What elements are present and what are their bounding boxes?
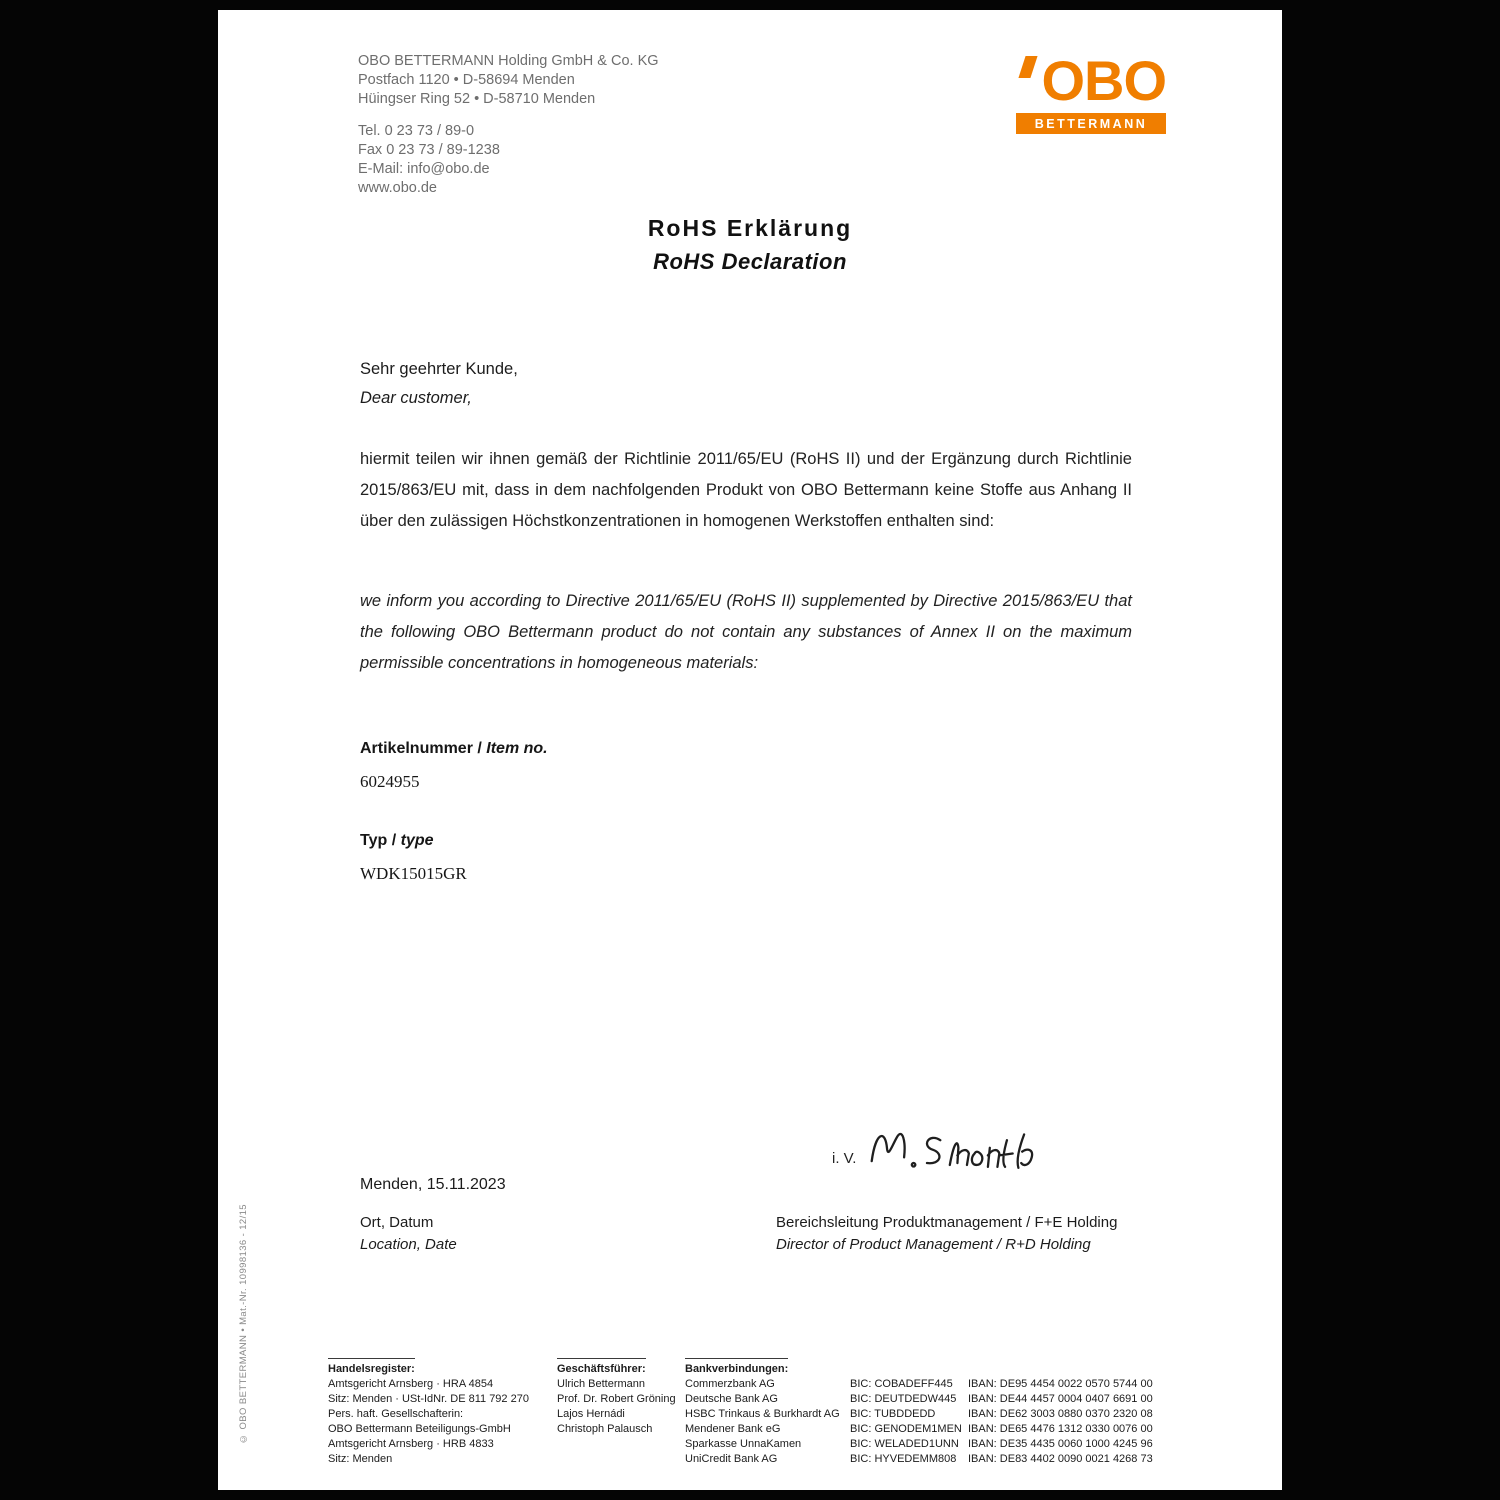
type-value: WDK15015GR [360,864,467,883]
spacer [850,1358,962,1377]
footer-register-header: Handelsregister: [328,1358,415,1377]
obo-logo [1016,49,1166,134]
footer-management-column [557,1358,676,1437]
footer-bic: BIC: GENODEM1MEN [850,1423,962,1435]
salutation-english: Dear customer, [360,389,472,407]
footer-bank-name: Deutsche Bank AG [685,1393,778,1405]
footer-iban: IBAN: DE95 4454 0022 0570 5744 00 [968,1378,1153,1390]
obo-wordmark: OBO [1041,49,1166,112]
bettermann-bar: BETTERMANN [1016,113,1166,134]
type-label-en: type [400,832,434,849]
footer-bic: BIC: WELADED1UNN [850,1438,959,1450]
footer-management-line: Christoph Palausch [557,1423,653,1435]
footer-iban-column [968,1358,1153,1467]
footer-register-column [328,1358,529,1467]
salutation-german: Sehr geehrter Kunde, [360,360,518,378]
footer-management-header: Geschäftsführer: [557,1358,646,1377]
footer-register-line: Sitz: Menden · USt-IdNr. DE 811 792 270 [328,1393,529,1405]
footer-management-line: Prof. Dr. Robert Gröning [557,1393,676,1405]
sender-fax: Fax 0 23 73 / 89-1238 [358,142,500,158]
side-note-vertical: © OBO BETTERMANN • Mat.-Nr. 10998136 - 12/15 [238,1204,249,1444]
salutation [360,355,518,413]
footer-management-line: Lajos Hernádi [557,1408,625,1420]
footer-bank-name: UniCredit Bank AG [685,1453,778,1465]
sender-email: E-Mail: info@obo.de [358,161,490,177]
footer-iban: IBAN: DE83 4402 0090 0021 4268 73 [968,1453,1153,1465]
item-number-label-en: Item no. [486,740,548,757]
obo-flag-icon [1018,56,1038,78]
place-date-label-en: Location, Date [360,1236,457,1253]
sender-street: Hüingser Ring 52 • D-58710 Menden [358,91,596,107]
sender-tel: Tel. 0 23 73 / 89-0 [358,123,475,139]
signature [866,1112,1066,1181]
footer-register-line: Amtsgericht Arnsberg · HRB 4833 [328,1438,494,1450]
sender-website: www.obo.de [358,180,437,196]
footer-register-line: Pers. haft. Gesellschafterin: [328,1408,464,1420]
footer-iban: IBAN: DE35 4435 0060 1000 4245 96 [968,1438,1153,1450]
place-date-labels [360,1212,457,1256]
footer-iban: IBAN: DE44 4457 0004 0407 6691 00 [968,1393,1153,1405]
item-number-label-de: Artikelnummer / [360,740,482,757]
footer-banks-column [685,1358,840,1467]
spacer [968,1358,1153,1377]
type-label-de: Typ / [360,832,397,849]
item-number-value: 6024955 [360,772,420,791]
signature-stroke [866,1112,1066,1176]
footer-bank-name: Sparkasse UnnaKamen [685,1438,802,1450]
footer-bank-name: HSBC Trinkaus & Burkhardt AG [685,1408,840,1420]
iv-abbreviation: i. V. [832,1150,857,1167]
footer-banks-header: Bankverbindungen: [685,1358,788,1377]
obo-logo-row [1016,49,1166,112]
body-paragraph-german: hiermit teilen wir ihnen gemäß der Richtlinie 2011/65/EU (RoHS II) und der Ergänzung durch Richtlinie 2015/863/EU mit, dass in dem nachfolgenden Produkt von OBO Bettermann keine Stoffe aus Anhang II über den zulässigen Höchstkonzentrationen in homogenen Werkstoffen enthalten sind: [360,450,1132,530]
footer-bic: BIC: TUBDDEDD [850,1408,936,1420]
footer-bic: BIC: HYVEDEMM808 [850,1453,957,1465]
document-title [218,215,1282,275]
body-paragraph-english: we inform you according to Directive 2011/65/EU (RoHS II) supplemented by Directive 2015/863/EU that the following OBO Bettermann product do not contain any substances of Annex II on the maximum permissible concentrations in homogeneous materials: [360,592,1132,672]
footer-bic: BIC: COBADEFF445 [850,1378,953,1390]
title-german: RoHS Erklärung [647,215,853,241]
footer-register-line: Sitz: Menden [328,1453,393,1465]
place-date-label-de: Ort, Datum [360,1214,434,1231]
footer-management-line: Ulrich Bettermann [557,1378,646,1390]
sender-address-block [358,52,659,198]
signer-role-en: Director of Product Management / R+D Holding [776,1236,1091,1253]
signer-role-de: Bereichsleitung Produktmanagement / F+E Holding [776,1214,1118,1231]
footer-bic-column [850,1358,962,1467]
place-date: Menden, 15.11.2023 [360,1176,506,1193]
document-page [218,10,1282,1490]
title-english: RoHS Declaration [653,249,847,274]
footer-register-line: OBO Bettermann Beteiligungs-GmbH [328,1423,511,1435]
sender-postbox: Postfach 1120 • D-58694 Menden [358,72,575,88]
type-label [360,832,434,850]
spacer [358,109,659,122]
sender-company: OBO BETTERMANN Holding GmbH & Co. KG [358,53,659,69]
footer-iban: IBAN: DE62 3003 0880 0370 2320 08 [968,1408,1153,1420]
footer-register-line: Amtsgericht Arnsberg · HRA 4854 [328,1378,494,1390]
footer-bank-name: Commerzbank AG [685,1378,775,1390]
signer-role [776,1212,1117,1256]
footer-bic: BIC: DEUTDEDW445 [850,1393,957,1405]
footer-iban: IBAN: DE65 4476 1312 0330 0076 00 [968,1423,1153,1435]
item-number-label [360,740,548,758]
footer-bank-name: Mendener Bank eG [685,1423,781,1435]
